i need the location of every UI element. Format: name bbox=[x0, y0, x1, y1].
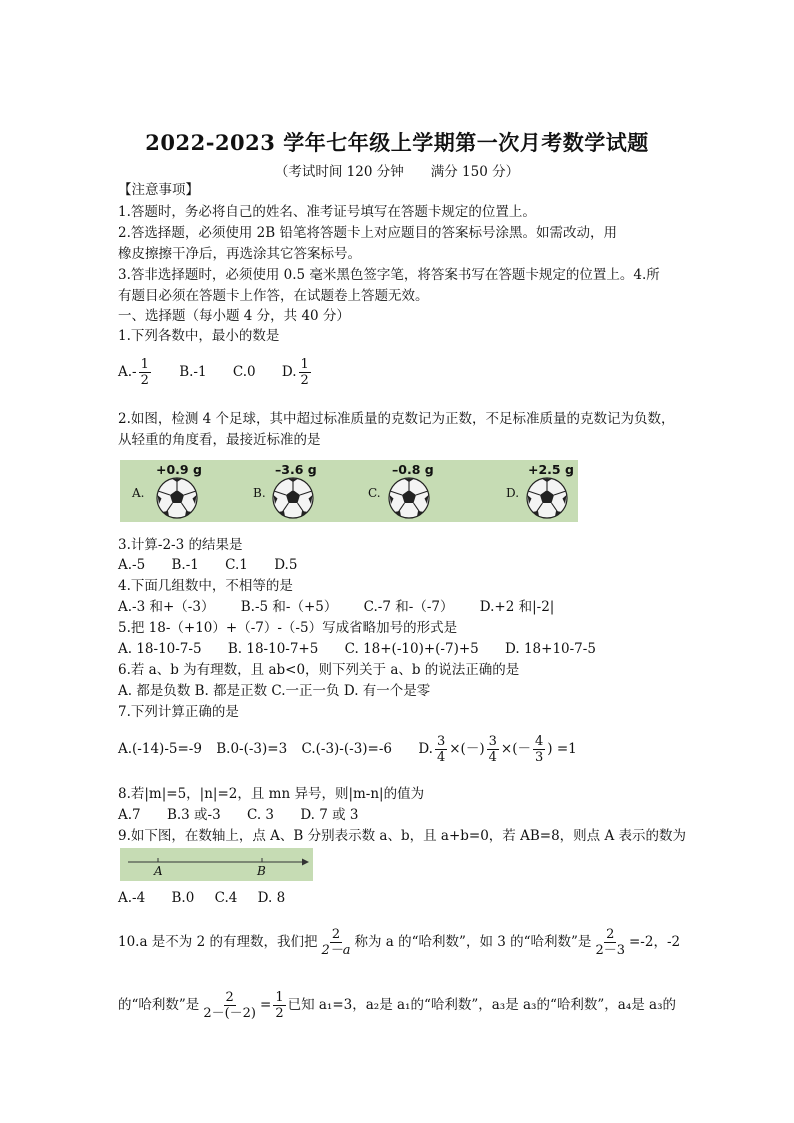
q4-options bbox=[118, 598, 554, 616]
notice-line-3: 橡皮擦擦干净后，再选涂其它答案标号。 bbox=[118, 246, 361, 262]
q10-line-1 bbox=[118, 927, 680, 958]
soccer-ball-icon bbox=[526, 477, 568, 519]
q10-text-1: 10.a 是不为 2 的有理数，我们把 bbox=[118, 934, 318, 950]
q3-option-a: A.-5 bbox=[118, 557, 146, 573]
q10-g-num: 2 bbox=[606, 927, 615, 942]
q10-fraction-neg2 bbox=[201, 990, 258, 1021]
ball-weight-a: +0.9 g bbox=[156, 462, 202, 477]
q1-a-num: 1 bbox=[140, 357, 149, 372]
q1-options bbox=[118, 357, 313, 388]
number-line-figure bbox=[120, 848, 313, 881]
q10-h-num: 2 bbox=[225, 990, 234, 1005]
notice-line-1: 1.答题时，务必将自己的姓名、准考证号填写在答题卡规定的位置上。 bbox=[118, 204, 536, 220]
q9-option-d: D. 8 bbox=[257, 890, 286, 906]
q3-option-d: D.5 bbox=[274, 557, 298, 573]
q10-g-den: 2－3 bbox=[595, 943, 625, 958]
q10-fraction-harry bbox=[319, 927, 352, 958]
q8-option-a: A.7 bbox=[118, 807, 141, 823]
q10-f-num: 2 bbox=[331, 927, 341, 942]
q8-option-b: B.3 或-3 bbox=[166, 807, 221, 823]
soccer-ball-figure bbox=[120, 460, 578, 522]
q6-stem: 6.若 a、b 为有理数，且 ab<0，则下列关于 a、b 的说法正确的是 bbox=[118, 662, 520, 678]
section-heading: 一、选择题（每小题 4 分，共 40 分） bbox=[118, 308, 350, 324]
q10-f-den: 2－a bbox=[321, 943, 351, 958]
q3-option-c: C.1 bbox=[225, 557, 248, 573]
q6-options: A. 都是负数 B. 都是正数 C.一正一负 D. 有一个是零 bbox=[118, 683, 431, 699]
q5-option-d: D. 18+10-7-5 bbox=[505, 641, 596, 657]
exam-subtitle: （考试时间 120 分钟 满分 150 分） bbox=[274, 164, 520, 180]
q10-i-den: 2 bbox=[275, 1006, 284, 1021]
soccer-ball-icon bbox=[388, 477, 430, 519]
q5-stem: 5.把 18-（+10）+（-7）-（-5）写成省略加号的形式是 bbox=[118, 620, 458, 636]
page-title: 2022-2023 学年七年级上学期第一次月考数学试题 bbox=[145, 130, 649, 155]
q1-stem: 1.下列各数中，最小的数是 bbox=[118, 328, 280, 344]
point-a-label: A bbox=[154, 864, 163, 878]
q5-option-a: A. 18-10-7-5 bbox=[118, 641, 202, 657]
q7-options bbox=[118, 734, 577, 765]
q7-option-d-prefix: D. bbox=[418, 741, 433, 757]
q5-option-b: B. 18-10-7+5 bbox=[227, 641, 319, 657]
q1-option-b: B.-1 bbox=[179, 364, 207, 380]
q7-d-mid-1: ×(－) bbox=[449, 741, 485, 757]
q8-option-d: D. 7 或 3 bbox=[300, 807, 359, 823]
q10-equals: = bbox=[260, 997, 272, 1013]
q7-d-end: ) =1 bbox=[547, 741, 577, 757]
soccer-ball-icon bbox=[272, 477, 314, 519]
q8-stem: 8.若|m|=5，|n|=2，且 mn 异号，则|m-n|的值为 bbox=[118, 786, 425, 802]
q4-option-a: A.-3 和+（-3） bbox=[118, 599, 215, 615]
q10-fraction-example bbox=[593, 927, 627, 958]
q1-a-den: 2 bbox=[140, 373, 149, 388]
q7-f3-num: 4 bbox=[534, 734, 544, 749]
q10-text-4: 的“哈利数”是 bbox=[118, 997, 200, 1013]
q1-option-d-prefix: D. bbox=[281, 364, 297, 380]
point-b-label: B bbox=[257, 864, 266, 878]
ball-weight-b: –3.6 g bbox=[275, 462, 317, 477]
q7-d-fraction-1 bbox=[435, 734, 447, 765]
q9-option-b: B.0 bbox=[171, 890, 195, 906]
ball-letter-b: B. bbox=[253, 486, 266, 500]
q7-option-b: B.0-(-3)=3 bbox=[216, 741, 288, 757]
q1-option-a-prefix: A.- bbox=[118, 364, 137, 380]
q1-option-a-fraction bbox=[139, 357, 151, 388]
q4-stem: 4.下面几组数中，不相等的是 bbox=[118, 578, 293, 594]
q4-option-b: B.-5 和-（+5） bbox=[240, 599, 338, 615]
ball-item-c bbox=[365, 460, 475, 522]
q10-line-2 bbox=[118, 990, 676, 1021]
notice-heading: 【注意事项】 bbox=[118, 182, 199, 198]
soccer-ball-icon bbox=[156, 477, 198, 519]
q7-f2-num: 3 bbox=[488, 734, 497, 749]
q2-stem-line-2: 从轻重的角度看，最接近标准的是 bbox=[118, 432, 321, 448]
q7-d-fraction-3 bbox=[533, 734, 545, 765]
ball-item-a bbox=[120, 460, 230, 522]
ball-weight-c: –0.8 g bbox=[392, 462, 434, 477]
ball-letter-d: D. bbox=[506, 486, 520, 500]
notice-line-4: 3.答非选择题时，必须使用 0.5 毫米黑色签字笔，将答案书写在答题卡规定的位置上。4.所 bbox=[118, 267, 660, 283]
q7-option-a: A.(-14)-5=-9 bbox=[118, 741, 202, 757]
q9-option-a: A.-4 bbox=[118, 890, 146, 906]
q7-f1-num: 3 bbox=[436, 734, 446, 749]
q5-options bbox=[118, 640, 596, 658]
q10-i-num: 1 bbox=[275, 990, 284, 1005]
q5-option-c: C. 18+(-10)+(-7)+5 bbox=[344, 641, 479, 657]
q4-option-d: D.+2 和|-2| bbox=[479, 599, 555, 615]
ball-item-d bbox=[505, 460, 615, 522]
q7-d-mid-2: ×(－ bbox=[500, 741, 531, 757]
q10-text-5: 已知 a₁=3，a₂是 a₁的“哈利数”，a₃是 a₃的“哈利数”，a₄是 a₃的 bbox=[287, 997, 676, 1013]
q3-options bbox=[118, 556, 297, 574]
q4-option-c: C.-7 和-（-7） bbox=[363, 599, 454, 615]
q7-stem: 7.下列计算正确的是 bbox=[118, 704, 239, 720]
ball-letter-c: C. bbox=[368, 486, 381, 500]
q7-f3-den: 3 bbox=[534, 750, 544, 765]
q9-option-c: C.4 bbox=[214, 890, 238, 906]
q8-option-c: C. 3 bbox=[246, 807, 275, 823]
q8-options bbox=[118, 806, 359, 824]
q1-option-c: C.0 bbox=[232, 364, 256, 380]
q9-options bbox=[118, 889, 285, 907]
q7-f2-den: 4 bbox=[488, 750, 497, 765]
q3-stem: 3.计算-2-3 的结果是 bbox=[118, 537, 243, 553]
ball-weight-d: +2.5 g bbox=[528, 462, 574, 477]
q7-f1-den: 4 bbox=[436, 750, 446, 765]
ball-letter-a: A. bbox=[132, 486, 145, 500]
q7-d-fraction-2 bbox=[487, 734, 499, 765]
q10-h-den: 2－(－2) bbox=[203, 1006, 256, 1021]
q10-fraction-half bbox=[273, 990, 285, 1021]
q3-option-b: B.-1 bbox=[171, 557, 199, 573]
q2-stem-line-1: 2.如图，检测 4 个足球，其中超过标准质量的克数记为正数，不足标准质量的克数记为负数， bbox=[118, 411, 675, 427]
q1-d-den: 2 bbox=[300, 373, 309, 388]
notice-line-2: 2.答选择题，必须使用 2B 铅笔将答题卡上对应题目的答案标号涂黑。如需改动，用 bbox=[118, 225, 617, 241]
q1-d-num: 1 bbox=[300, 357, 309, 372]
number-line bbox=[120, 848, 313, 881]
q10-text-2: 称为 a 的“哈利数”，如 3 的“哈利数”是 bbox=[354, 934, 592, 950]
q10-text-3: =-2，-2 bbox=[628, 934, 681, 950]
q9-stem: 9.如下图，在数轴上，点 A、B 分别表示数 a、b，且 a+b=0，若 AB=8，则点 A 表示的数为 bbox=[118, 828, 687, 844]
notice-line-5: 有题目必须在答题卡上作答，在试题卷上答题无效。 bbox=[118, 288, 429, 304]
q1-option-d-fraction bbox=[299, 357, 311, 388]
ball-item-b bbox=[248, 460, 358, 522]
q7-option-c: C.(-3)-(-3)=-6 bbox=[301, 741, 393, 757]
